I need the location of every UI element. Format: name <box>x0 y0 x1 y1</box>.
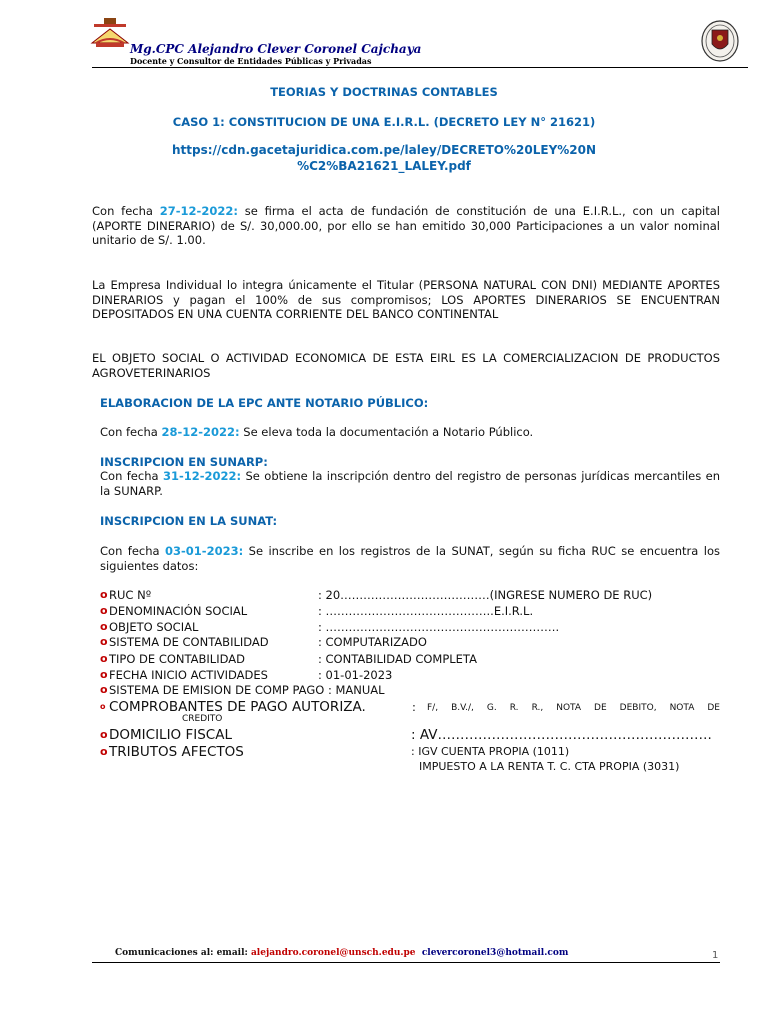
document-title: TEORIAS Y DOCTRINAS CONTABLES <box>270 85 498 99</box>
left-logo <box>90 17 130 51</box>
case-title: CASO 1: CONSTITUCION DE UNA E.I.R.L. (DECRETO LEY N° 21621) <box>172 115 596 129</box>
field-tributos-afectos: o TRIBUTOS AFECTOS : IGV CUENTA PROPIA (1011) <box>100 744 570 760</box>
footer-divider <box>92 962 720 963</box>
paragraph-titular: La Empresa Individual lo integra únicamente el Titular (PERSONA NATURAL CON DNI) MEDIANTE APORTES DINERARIOS y pagan el 100% de sus compromisos; LOS APORTES DINERARIOS SE ENCUENTRAN DEPOSITADOS EN UNA CUENTA CORRIENTE DEL BANCO CONTINENTAL <box>92 278 720 321</box>
field-fecha-inicio: o FECHA INICIO ACTIVIDADES : 01-01-2023 <box>100 668 393 682</box>
header-subtitle: Docente y Consultor de Entidades Públicas y Privadas <box>130 56 372 66</box>
field-sistema-contabilidad: o SISTEMA DE CONTABILIDAD : COMPUTARIZADO <box>100 635 427 649</box>
heading-sunarp: INSCRIPCION EN SUNARP: <box>100 455 268 469</box>
footer-email-unsch[interactable]: alejandro.coronel@unsch.edu.pe <box>250 948 416 958</box>
right-seal <box>700 20 740 62</box>
field-sistema-emision: o SISTEMA DE EMISION DE COMP PAGO : MANUAL <box>100 683 385 697</box>
law-url-line-1[interactable]: https://cdn.gacetajuridica.com.pe/laley/DECRETO%20LEY%20N <box>171 143 597 157</box>
header-divider <box>92 67 748 68</box>
date-foundation: 27-12-2022: <box>159 204 238 218</box>
footer-email-hotmail[interactable]: clevercoronel3@hotmail.com <box>421 948 569 958</box>
field-ruc: o RUC Nº : 20…………………………………(INGRESE NUMERO DE RUC) <box>100 588 653 602</box>
field-tipo-contabilidad: o TIPO DE CONTABILIDAD : CONTABILIDAD COMPLETA <box>100 652 477 666</box>
header-name: Mg.CPC Alejandro Clever Coronel Cajchaya <box>130 42 422 56</box>
page-number: 1 <box>712 950 719 961</box>
law-url-line-2[interactable]: %C2%BA21621_LALEY.pdf <box>297 159 471 173</box>
paragraph-objeto-social: EL OBJETO SOCIAL O ACTIVIDAD ECONOMICA DE ESTA EIRL ES LA COMERCIALIZACION DE PRODUCTOS AGROVETERINARIOS <box>92 351 720 380</box>
field-comprobantes: o COMPROBANTES DE PAGO AUTORIZA. : F/, B.V./, G. R. R., NOTA DE DEBITO, NOTA DE <box>100 699 720 715</box>
paragraph-sunat: Con fecha 03-01-2023: Se inscribe en los registros de la SUNAT, según su ficha RUC se encuentra los siguientes datos: <box>100 544 720 573</box>
paragraph-sunarp: Con fecha 31-12-2022: Se obtiene la inscripción dentro del registro de personas jurídicas mercantiles en la SUNARP. <box>100 469 720 498</box>
footer-contact: Comunicaciones al: email: alejandro.coronel@unsch.edu.pe clevercoronel3@hotmail.com <box>115 948 569 958</box>
heading-epc-notario: ELABORACION DE LA EPC ANTE NOTARIO PÚBLICO: <box>100 396 429 410</box>
field-comprobantes-continuation: CREDITO <box>182 714 223 724</box>
field-domicilio-fiscal: o DOMICILIO FISCAL : AV……………………………………………………. <box>100 727 712 743</box>
paragraph-foundation: Con fecha 27-12-2022: se firma el acta de fundación de constitución de una E.I.R.L., con un capital (APORTE DINERARIO) de S/. 30,000.00, por ello se han emitido 30,000 Participaciones a un valor nominal unitario de S/. 1.00. <box>92 204 720 247</box>
paragraph-notario: Con fecha 28-12-2022: Se eleva toda la documentación a Notario Público. <box>100 425 534 439</box>
heading-sunat: INSCRIPCION EN LA SUNAT: <box>100 514 278 528</box>
field-objeto-social: o OBJETO SOCIAL : ……………………………………………………. <box>100 620 560 634</box>
field-tributos-continuation: IMPUESTO A LA RENTA T. C. CTA PROPIA (3031) <box>419 760 680 773</box>
field-denominacion: o DENOMINACIÓN SOCIAL : ……………………………………..E.I.R.L. <box>100 604 534 618</box>
